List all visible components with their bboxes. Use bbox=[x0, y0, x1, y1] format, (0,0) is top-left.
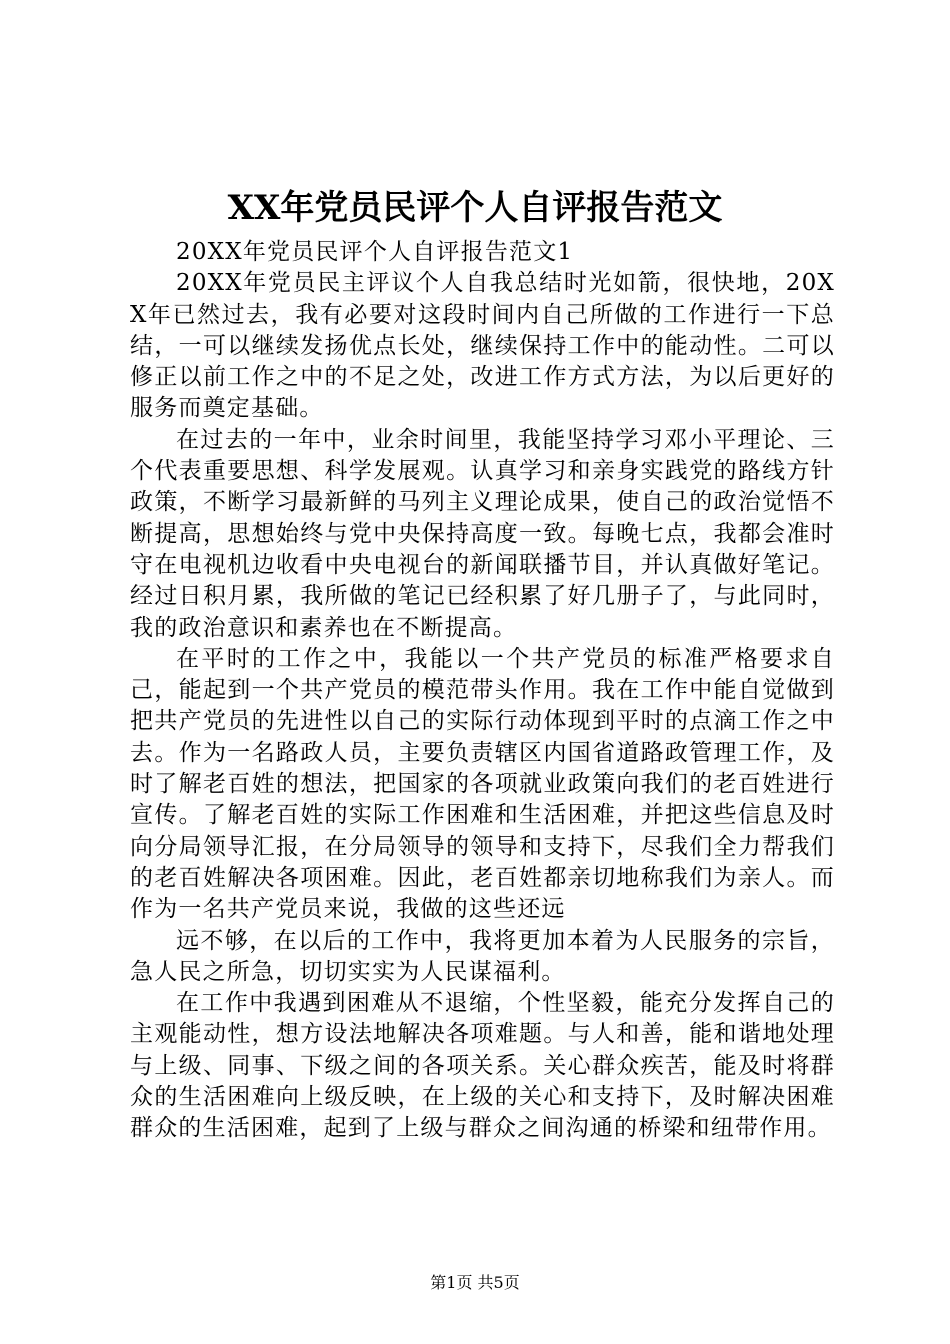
body-paragraph-2: 在过去的一年中，业余时间里，我能坚持学习邓小平理论、三个代表重要思想、科学发展观。认真学习和亲身实践党的路线方针政策，不断学习最新鲜的马列主义理论成果，使自己的政治觉悟不断提高，思想始终与党中央保持高度一致。每晚七点，我都会准时守在电视机边收看中央电视台的新闻联播节目，并认真做好笔记。经过日积月累，我所做的笔记已经积累了好几册子了，与此同时，我的政治意识和素养也在不断提高。 bbox=[130, 426, 835, 641]
document-body bbox=[130, 237, 835, 1145]
section-heading: 20XX年党员民评个人自评报告范文1 bbox=[176, 239, 574, 265]
body-paragraph-3: 在平时的工作之中，我能以一个共产党员的标准严格要求自己，能起到一个共产党员的模范带头作用。我在工作中能自觉做到把共产党员的先进性以自己的实际行动体现到平时的点滴工作之中去。作为一名路政人员，主要负责辖区内国省道路政管理工作，及时了解老百姓的想法，把国家的各项就业政策向我们的老百姓进行宣传。了解老百姓的实际工作困难和生活困难，并把这些信息及时向分局领导汇报，在分局领导的领导和支持下，尽我们全力帮我们的老百姓解决各项困难。因此，老百姓都亲切地称我们为亲人。而作为一名共产党员来说，我做的这些还远 bbox=[130, 645, 835, 923]
body-paragraph-5: 在工作中我遇到困难从不退缩，个性坚毅，能充分发挥自己的主观能动性，想方设法地解决各项难题。与人和善，能和谐地处理与上级、同事、下级之间的各项关系。关心群众疾苦，能及时将群众的生活困难向上级反映，在上级的关心和支持下，及时解决困难群众的生活困难，起到了上级与群众之间沟通的桥梁和纽带作用。 bbox=[130, 990, 835, 1142]
document-title: XX年党员民评个人自评报告范文 bbox=[227, 188, 723, 228]
body-paragraph-1: 20XX年党员民主评议个人自我总结时光如箭，很快地，20XX年已然过去，我有必要对这段时间内自己所做的工作进行一下总结，一可以继续发扬优点长处，继续保持工作中的能动性。二可以修正以前工作之中的不足之处，改进工作方式方法，为以后更好的服务而奠定基础。 bbox=[130, 270, 835, 422]
page-footer: 第1页 共5页 bbox=[430, 1273, 520, 1292]
body-paragraph-4: 远不够，在以后的工作中，我将更加本着为人民服务的宗旨，急人民之所急，切切实实为人民谋福利。 bbox=[130, 927, 835, 985]
